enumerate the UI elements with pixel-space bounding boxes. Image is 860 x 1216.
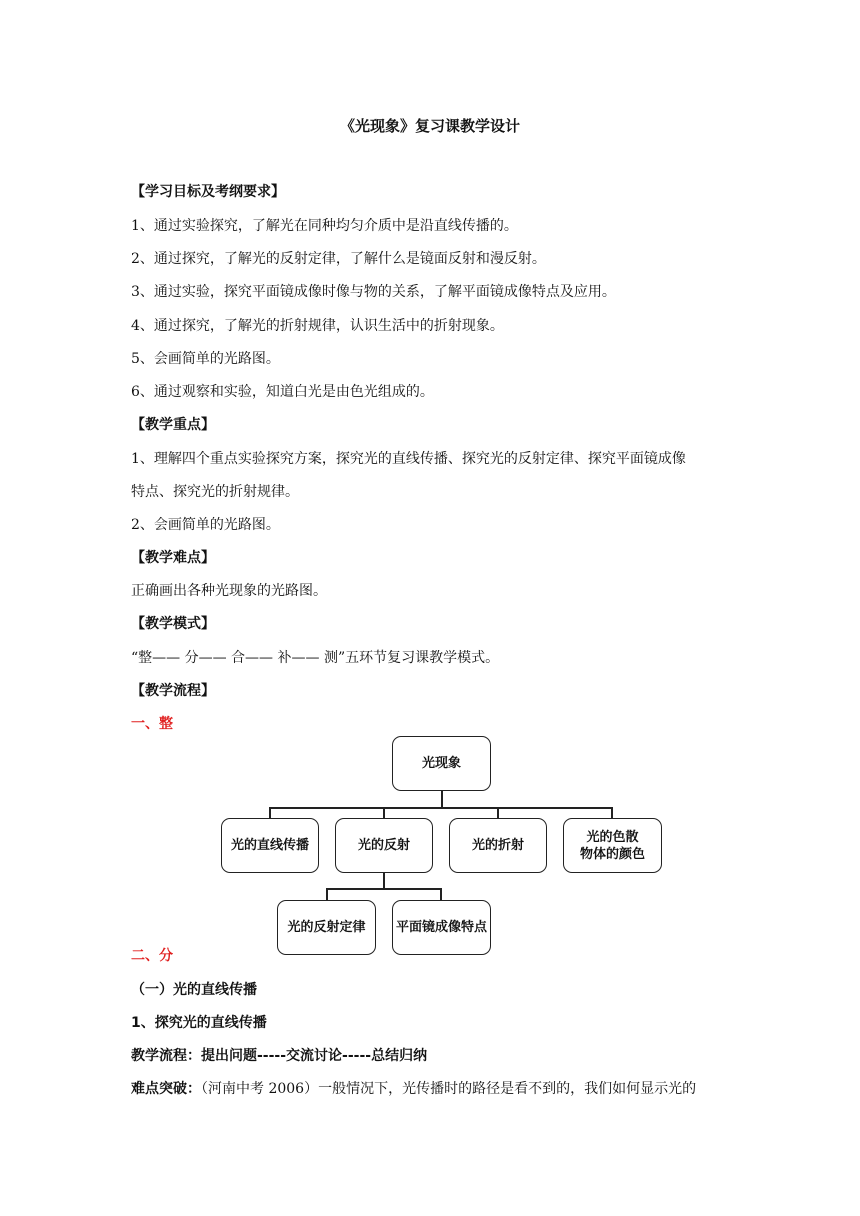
goal-item: 1、通过实验探究，了解光在同种均匀介质中是沿直线传播的。	[131, 218, 518, 234]
mode-text: “整—— 分—— 合—— 补—— 测”五环节复习课教学模式。	[131, 650, 500, 666]
difficulty-text: 正确画出各种光现象的光路图。	[131, 583, 327, 599]
goal-item: 4、通过探究，了解光的折射规律，认识生活中的折射现象。	[131, 318, 504, 334]
diagram-root-node: 光现象	[392, 736, 491, 791]
key-point-item: 2、会画简单的光路图。	[131, 517, 280, 533]
diagram-node: 光的折射	[449, 818, 547, 873]
mode-heading: 【教学模式】	[131, 616, 215, 632]
breakthrough-label: 难点突破：	[131, 1081, 201, 1097]
section-heading: 二、分	[131, 948, 173, 964]
connector-line	[269, 807, 613, 809]
goal-item: 2、通过探究，了解光的反射定律，了解什么是镜面反射和漫反射。	[131, 251, 546, 267]
flow-text: 提出问题-----交流讨论-----总结归纳	[201, 1048, 428, 1064]
document-title: 《光现象》复习课教学设计	[339, 117, 520, 135]
goal-item: 6、通过观察和实验，知道白光是由色光组成的。	[131, 384, 434, 400]
diagram-node: 光的反射	[335, 818, 433, 873]
key-points-heading: 【教学重点】	[131, 417, 215, 433]
goals-heading: 【学习目标及考纲要求】	[131, 184, 285, 200]
flow-label: 教学流程：	[131, 1048, 201, 1064]
process-heading: 【教学流程】	[131, 683, 215, 699]
diagram-node: 光的直线传播	[221, 818, 319, 873]
section-heading: 一、整	[131, 716, 173, 732]
difficulty-heading: 【教学难点】	[131, 550, 215, 566]
subsection-heading: （一）光的直线传播	[131, 982, 257, 998]
connector-line	[383, 873, 385, 889]
goal-item: 5、会画简单的光路图。	[131, 351, 280, 367]
connector-line	[441, 791, 443, 808]
difficulty-breakthrough-line	[131, 1079, 696, 1099]
diagram-node: 光的色散 物体的颜色	[563, 818, 662, 873]
key-point-item: 特点、探究光的折射规律。	[131, 484, 299, 500]
item-heading: 1、探究光的直线传播	[131, 1015, 267, 1031]
diagram-node: 平面镜成像特点	[392, 900, 491, 955]
diagram-node: 光的反射定律	[277, 900, 376, 955]
connector-line	[326, 888, 442, 890]
flow-line	[131, 1046, 427, 1066]
breakthrough-text: （河南中考 2006）一般情况下，光传播时的路径是看不到的，我们如何显示光的	[201, 1081, 697, 1097]
key-point-item: 1、理解四个重点实验探究方案，探究光的直线传播、探究光的反射定律、探究平面镜成像	[131, 451, 686, 467]
goal-item: 3、通过实验，探究平面镜成像时像与物的关系，了解平面镜成像特点及应用。	[131, 284, 616, 300]
